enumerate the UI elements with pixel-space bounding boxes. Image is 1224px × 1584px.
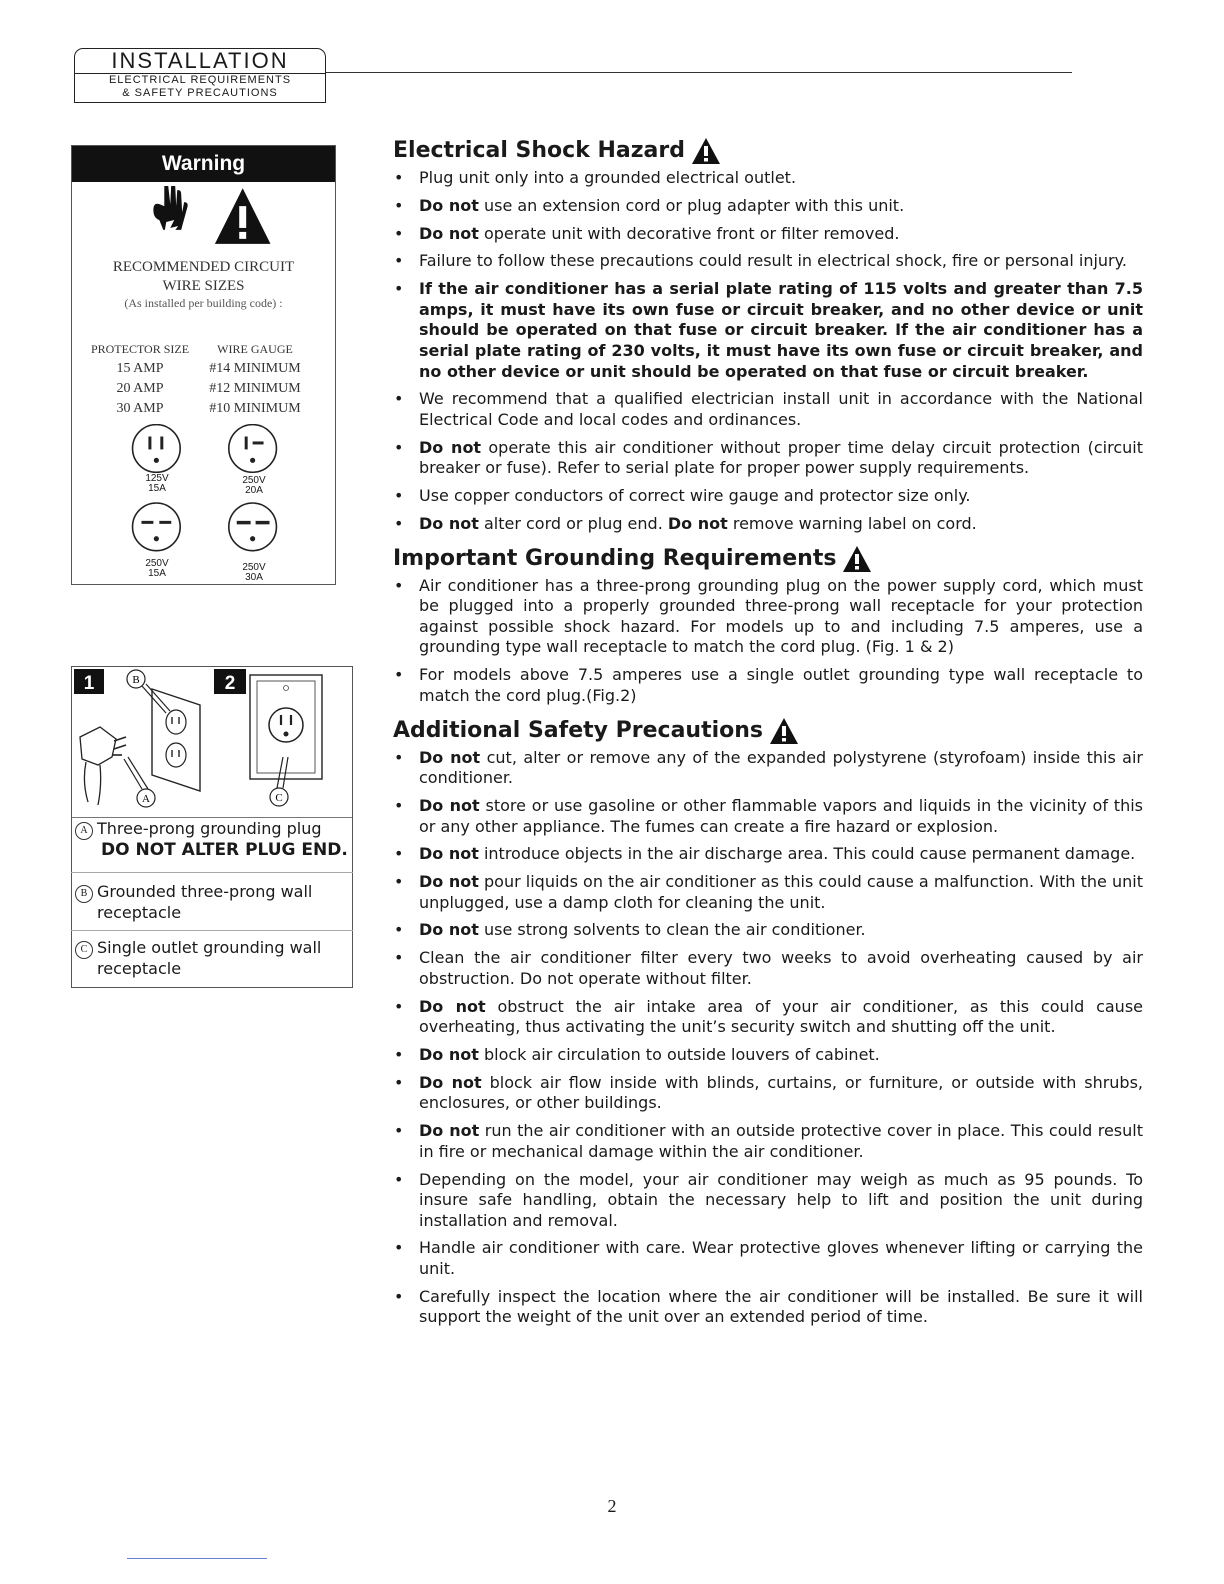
bullet-list <box>393 168 1143 534</box>
warning-triangle-icon <box>842 545 872 573</box>
recommended-circuit-title <box>72 258 335 296</box>
wire-table-row <box>90 379 320 399</box>
warning-triangle-icon <box>769 717 799 745</box>
list-item <box>393 844 1143 865</box>
bold-text: Do not <box>419 1044 479 1064</box>
list-item <box>393 224 1143 245</box>
list-item <box>393 1238 1143 1279</box>
bold-text: Do not <box>419 872 479 892</box>
legend-c <box>71 937 353 979</box>
legend-divider <box>71 872 353 873</box>
bold-text: Do not <box>419 996 486 1016</box>
outlet-amp: 20A <box>245 485 263 496</box>
outlet-amp: 15A <box>148 568 166 579</box>
bold-text: Do not <box>419 795 480 815</box>
bold-text: Do not <box>419 1072 482 1092</box>
three-prong-plug <box>80 727 116 765</box>
bold-text: Do not <box>419 513 479 533</box>
wire-table-row <box>90 399 320 419</box>
plug-receptacle-illustration <box>72 667 352 818</box>
outlet-volt: 250V <box>242 562 266 573</box>
bold-text: Do not <box>419 844 479 864</box>
list-item <box>393 1045 1143 1066</box>
legend-a <box>71 818 353 861</box>
body-text: Carefully inspect the location where the air conditioner will be installed. Be sure it will support the weight of the unit over an extended period of time. <box>419 1286 1143 1327</box>
wall-plate-fig1 <box>152 689 200 791</box>
outlet-125v-15a-icon <box>133 425 181 473</box>
outlet-amp: 15A <box>148 483 166 494</box>
legend-divider <box>71 930 353 931</box>
recommended-circuit-note: (As installed per building code) : <box>124 296 283 310</box>
body-text: Use copper conductors of correct wire gauge and protector size only. <box>419 486 971 506</box>
legend-c-marker: C <box>75 941 93 959</box>
section-heading <box>393 134 1143 168</box>
body-text: operate this air conditioner without proper time delay circuit protection (circuit breaker or fuse). Refer to serial plate for proper power supply requirements. <box>419 437 1144 478</box>
body-text: obstruct the air intake area of your air conditioner, as this could cause overheating, thus activating the unit’s security switch and shutting off the unit. <box>419 996 1143 1037</box>
bold-text: Do not <box>419 223 479 243</box>
warning-triangle-icon <box>691 137 721 165</box>
subtitle-line-1: ELECTRICAL REQUIREMENTS <box>75 73 325 87</box>
body-text: Clean the air conditioner filter every two weeks to avoid overheating caused by air obstruction. Do not operate without filter. <box>419 948 1143 988</box>
main-content <box>393 134 1143 1335</box>
body-text: Plug unit only into a grounded electrical outlet. <box>419 168 797 187</box>
body-text: use strong solvents to clean the air conditioner. <box>478 920 866 940</box>
list-item <box>393 1073 1143 1114</box>
bold-text: Do not <box>419 920 479 940</box>
gauge-cell: #10 MINIMUM <box>209 401 301 416</box>
bullet-list <box>393 576 1143 707</box>
list-item <box>393 796 1143 837</box>
section-subtitle <box>74 72 326 103</box>
body-text: introduce objects in the air discharge area. This could cause permanent damage. <box>478 844 1136 864</box>
list-item <box>393 920 1143 941</box>
list-item <box>393 1170 1143 1232</box>
list-item <box>393 196 1143 217</box>
body-text: block air flow inside with blinds, curtains, or furniture, or outside with shrubs, enclosures, or other buildings. <box>419 1072 1144 1113</box>
bold-text: If the air conditioner has a serial plate rating of 115 volts and greater than 7.5 amps, it must have its own fuse or circuit breaker, and no other device or unit should be operated on that fuse or circuit breaker. If the air conditioner has a serial plate rating of 230 volts, it must have its own fuse or circuit breaker, and no other device or unit should be operated on that fuse or circuit breaker. <box>419 279 1143 381</box>
legend-b <box>71 881 353 923</box>
section-heading <box>393 714 1143 748</box>
list-item <box>393 486 1143 507</box>
wire-table-header <box>90 339 320 359</box>
legend-b-marker: B <box>75 885 93 903</box>
rec-title-line-1: RECOMMENDED CIRCUIT <box>112 259 295 275</box>
warning-heading: Warning <box>72 146 335 182</box>
warning-box <box>71 145 336 585</box>
outlet-250v-15a-icon <box>133 503 181 551</box>
header-rule <box>326 72 1072 73</box>
section-heading-text: Additional Safety Precautions <box>393 717 764 743</box>
legend-b-text: Grounded three-prong wall receptacle <box>97 882 313 922</box>
page-number: 2 <box>607 1496 617 1516</box>
body-text: Handle air conditioner with care. Wear protective gloves whenever lifting or carrying the unit. <box>419 1238 1143 1279</box>
warning-icons <box>72 186 335 256</box>
outlet-label <box>229 563 279 583</box>
body-text: pour liquids on the air conditioner as this could cause a malfunction. With the unit unplugged, use a damp cloth for cleaning the unit. <box>419 872 1144 912</box>
col-protector-size: PROTECTOR SIZE <box>90 342 190 356</box>
fig2-number: 2 <box>224 673 236 694</box>
body-text: block air circulation to outside louvers of cabinet. <box>478 1044 880 1064</box>
wire-table-row <box>90 359 320 379</box>
body-text: use an extension cord or plug adapter with this unit. <box>478 195 905 215</box>
legend-a-warning: DO NOT ALTER PLUG END. <box>101 840 348 860</box>
body-text: cut, alter or remove any of the expanded polystyrene (styrofoam) inside this air conditioner. <box>419 747 1144 788</box>
outlet-250v-30a-icon <box>229 503 277 551</box>
section-heading <box>393 542 1143 576</box>
list-item <box>393 251 1143 272</box>
list-item <box>393 1121 1143 1162</box>
bold-text: Do not <box>419 1121 480 1141</box>
body-text: We recommend that a qualified electrician install unit in accordance with the National Electrical Code and local codes and ordinances. <box>419 389 1143 429</box>
list-item <box>393 1287 1143 1328</box>
col-wire-gauge: WIRE GAUGE <box>217 342 293 356</box>
outlet-label <box>229 476 279 496</box>
callout-a: A <box>142 793 150 805</box>
list-item <box>393 389 1143 430</box>
outlet-250v-20a-icon <box>229 425 277 473</box>
protector-cell: 20 AMP <box>116 381 164 396</box>
list-item <box>393 514 1143 535</box>
list-item <box>393 665 1143 706</box>
outlet-label <box>132 474 182 494</box>
body-text: run the air conditioner with an outside protective cover in place. This could result in fire or mechanical damage within the air conditioner. <box>419 1121 1143 1161</box>
list-item <box>393 872 1143 913</box>
bold-text: Do not <box>419 195 479 215</box>
wire-size-table <box>90 339 320 419</box>
bold-text: Do not <box>667 513 728 533</box>
outlet-diagrams <box>72 424 335 584</box>
outlet-volt: 250V <box>242 475 266 486</box>
body-text: remove warning label on cord. <box>727 513 977 533</box>
outlet-label <box>132 559 182 579</box>
protector-cell: 15 AMP <box>116 361 164 376</box>
body-text: Failure to follow these precautions could result in electrical shock, fire or personal injury. <box>419 251 1127 271</box>
body-text: store or use gasoline or other flammable vapors and liquids in the vicinity of this or any other appliance. The fumes can create a fire hazard or explosion. <box>419 795 1144 836</box>
section-heading-text: Electrical Shock Hazard <box>393 138 685 163</box>
outlet-amp: 30A <box>245 572 263 583</box>
rec-title-line-2: WIRE SIZES <box>162 278 245 294</box>
section-heading-text: Important Grounding Requirements <box>393 545 837 571</box>
callout-b: B <box>132 674 140 686</box>
legend-c-text: Single outlet grounding wall receptacle <box>97 938 322 978</box>
subtitle-line-2: & SAFETY PRECAUTIONS <box>122 87 278 99</box>
legend-a-marker: A <box>75 822 93 840</box>
body-text: alter cord or plug end. <box>478 513 668 533</box>
list-item <box>393 279 1143 382</box>
gauge-cell: #12 MINIMUM <box>209 381 301 396</box>
bold-text: Do not <box>419 437 482 457</box>
bullet-list <box>393 748 1143 1329</box>
warning-triangle-icon <box>215 188 271 244</box>
legend-a-text: Three-prong grounding plug <box>97 819 322 838</box>
list-item <box>393 576 1143 658</box>
list-item <box>393 168 1143 189</box>
body-text: Air conditioner has a three-prong grounding plug on the power supply cord, which must be plugged into a properly grounded three-prong wall receptacle for your protection against possible shock hazard. For models up to and including 7.5 amperes, use a grounding type wall receptacle to match the cord plug. (Fig. 1 & 2) <box>419 575 1143 657</box>
outlet-volt: 250V <box>145 558 169 569</box>
protector-cell: 30 AMP <box>116 401 164 416</box>
section-title: INSTALLATION <box>74 48 326 73</box>
list-item <box>393 997 1143 1038</box>
bold-text: Do not <box>419 747 481 767</box>
list-item <box>393 748 1143 789</box>
list-item <box>393 438 1143 479</box>
gauge-cell: #14 MINIMUM <box>209 361 301 376</box>
callout-c: C <box>275 792 283 804</box>
body-text: For models above 7.5 amperes use a single outlet grounding type wall receptacle to match the cord plug.(Fig.2) <box>419 665 1143 705</box>
body-text: Depending on the model, your air conditioner may weigh as much as 95 pounds. To insure safe handling, obtain the necessary help to lift and position the unit during installation and removal. <box>419 1169 1143 1230</box>
outlet-volt: 125V <box>145 473 169 484</box>
bottom-link-line <box>127 1558 267 1559</box>
fig1-number: 1 <box>83 673 95 694</box>
section-header-tab <box>74 48 326 103</box>
electric-shock-icon <box>153 186 187 240</box>
body-text: operate unit with decorative front or filter removed. <box>478 223 900 243</box>
list-item <box>393 948 1143 989</box>
